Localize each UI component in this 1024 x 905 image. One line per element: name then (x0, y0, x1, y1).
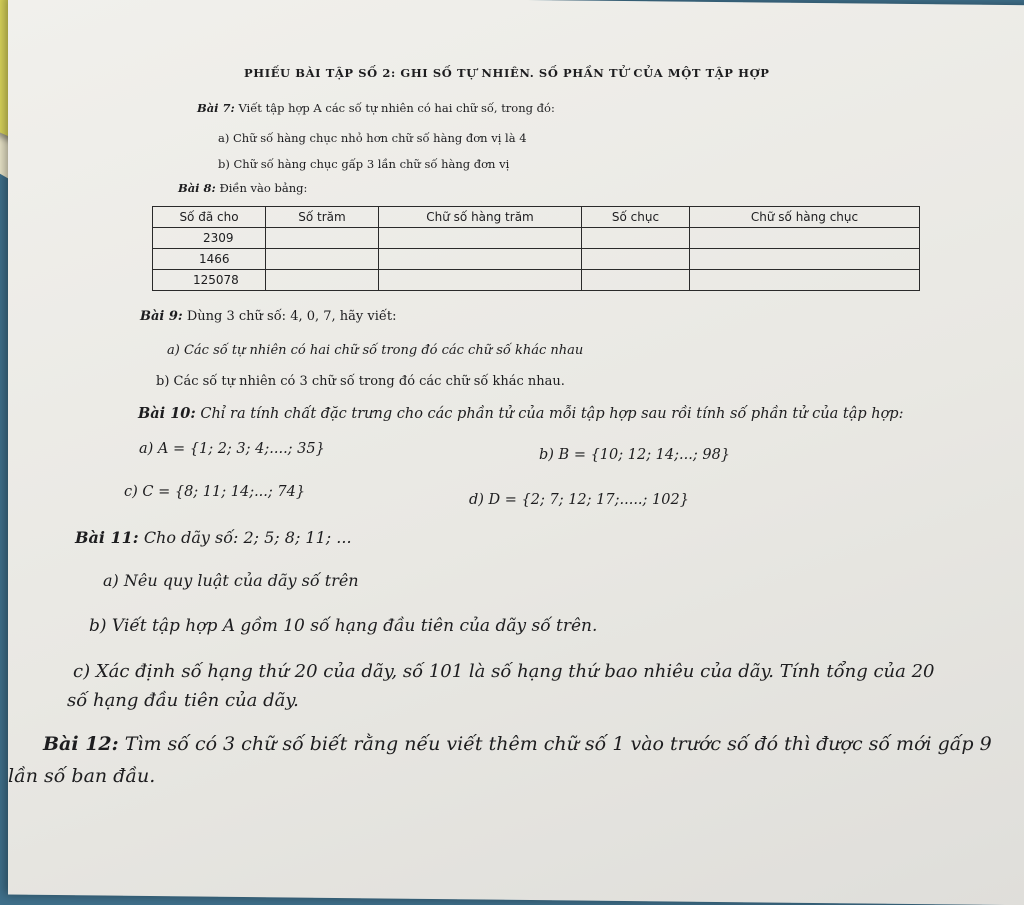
bai11-item-c-line1: c) Xác định số hạng thứ 20 của dãy, số 101 là số hạng thứ bao nhiêu của dãy. Tính tổng của 20 (73, 661, 935, 682)
bai7-heading: Bài 7: (197, 101, 235, 115)
table-cell-blank[interactable] (690, 249, 920, 270)
bai12-heading: Bài 12: (43, 733, 119, 755)
table-cell-blank[interactable] (582, 228, 690, 249)
bai8-text: Điền vào bảng: (219, 181, 308, 195)
table-cell-blank[interactable] (690, 228, 920, 249)
bai10-heading: Bài 10: (138, 405, 196, 422)
bai7-item-a: a) Chữ số hàng chục nhỏ hơn chữ số hàng đơn vị là 4 (218, 131, 527, 145)
bai9-prompt (140, 309, 397, 324)
bai9-item-b: b) Các số tự nhiên có 3 chữ số trong đó các chữ số khác nhau. (156, 374, 565, 389)
bai12-line1: Tìm số có 3 chữ số biết rằng nếu viết thêm chữ số 1 vào trước số đó thì được số mới gấp 9 (124, 733, 992, 755)
bai10-item-a: a) A = {1; 2; 3; 4;....; 35} (139, 441, 325, 457)
bai9-text: Dùng 3 chữ số: 4, 0, 7, hãy viết: (186, 309, 397, 324)
table-header-row (153, 207, 920, 228)
bai9-heading: Bài 9: (140, 309, 183, 324)
bai9-item-a: a) Các số tự nhiên có hai chữ số trong đó các chữ số khác nhau (167, 343, 584, 358)
table-row (153, 249, 920, 270)
worksheet-title: PHIẾU BÀI TẬP SỐ 2: GHI SỐ TỰ NHIÊN. SỐ PHẦN TỬ CỦA MỘT TẬP HỢP (244, 66, 770, 80)
bai11-text: Cho dãy số: 2; 5; 8; 11; ... (143, 528, 352, 547)
bai10-item-b: b) B = {10; 12; 14;...; 98} (539, 447, 731, 463)
bai10-item-c: c) C = {8; 11; 14;...; 74} (124, 484, 306, 500)
bai8-heading: Bài 8: (178, 181, 216, 195)
bai11-item-c-line2: số hạng đầu tiên của dãy. (67, 690, 299, 711)
table-cell-blank[interactable] (690, 270, 920, 291)
table-cell-blank[interactable] (582, 249, 690, 270)
table-header-cell: Số trăm (266, 207, 379, 228)
bai11-prompt (75, 528, 352, 547)
table-cell-given: 125078 (153, 270, 266, 291)
table-cell-given: 1466 (153, 249, 266, 270)
table-cell-blank[interactable] (266, 249, 379, 270)
table-header-cell: Số đã cho (153, 207, 266, 228)
table-cell-blank[interactable] (582, 270, 690, 291)
bai12-line2: lần số ban đầu. (8, 765, 156, 787)
bai10-prompt (138, 405, 903, 422)
bai11-heading: Bài 11: (75, 528, 139, 547)
table-row (153, 270, 920, 291)
table-cell-given: 2309 (153, 228, 266, 249)
table-cell-blank[interactable] (266, 228, 379, 249)
bai10-item-d: d) D = {2; 7; 12; 17;.....; 102} (469, 492, 689, 508)
table-header-cell: Chữ số hàng trăm (379, 207, 582, 228)
bai8-prompt (178, 181, 307, 195)
bai11-item-b: b) Viết tập hợp A gồm 10 số hạng đầu tiên của dãy số trên. (89, 616, 598, 636)
bai7-text: Viết tập hợp A các số tự nhiên có hai chữ số, trong đó: (238, 101, 555, 115)
table-cell-blank[interactable] (379, 228, 582, 249)
table-header-cell: Chữ số hàng chục (690, 207, 920, 228)
table-cell-blank[interactable] (379, 249, 582, 270)
bai11-item-a: a) Nêu quy luật của dãy số trên (103, 571, 359, 590)
bai7-prompt (197, 101, 555, 115)
bai8-table (152, 206, 920, 291)
bai7-item-b: b) Chữ số hàng chục gấp 3 lần chữ số hàng đơn vị (218, 157, 510, 171)
table-cell-blank[interactable] (379, 270, 582, 291)
bai10-text: Chỉ ra tính chất đặc trưng cho các phần tử của mỗi tập hợp sau rồi tính số phần tử của tập hợp: (200, 406, 904, 422)
table-header-cell: Số chục (582, 207, 690, 228)
bai12-prompt (43, 733, 992, 755)
table-cell-blank[interactable] (266, 270, 379, 291)
table-row (153, 228, 920, 249)
